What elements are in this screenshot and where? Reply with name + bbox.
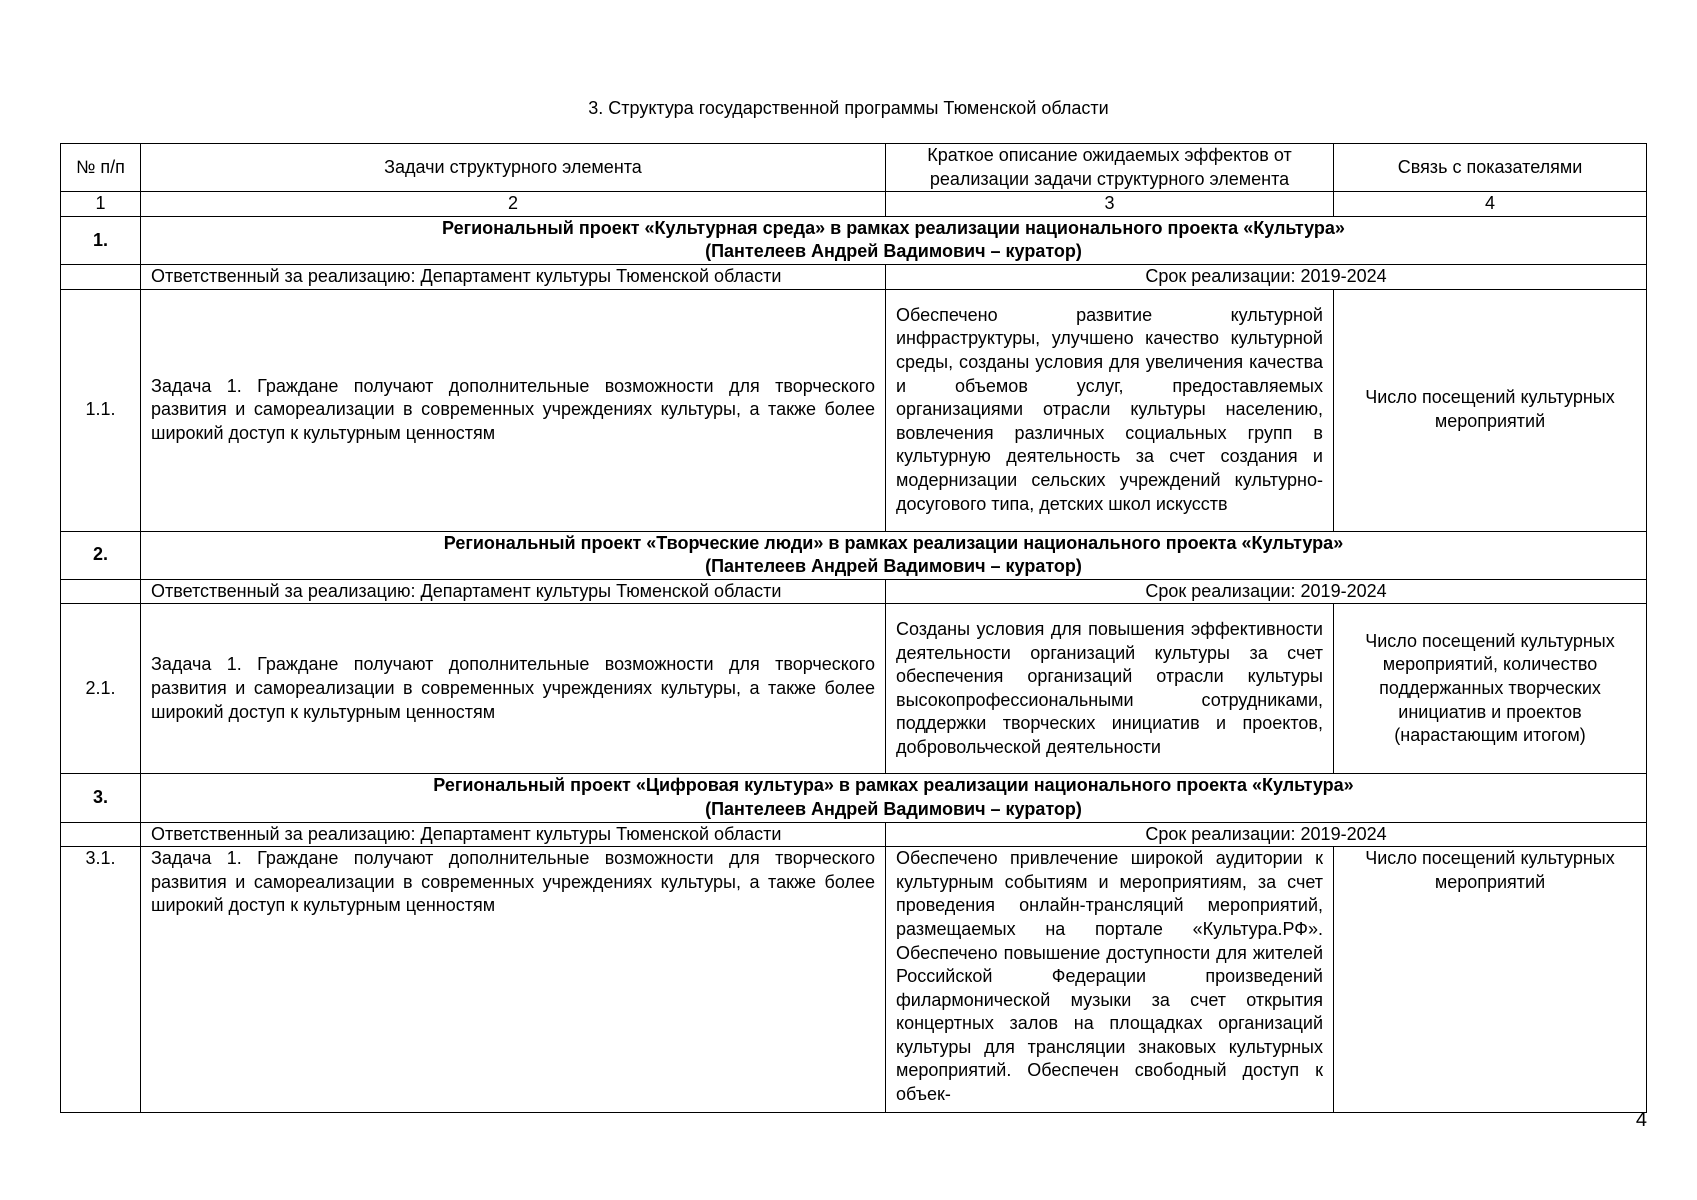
section-number: 3. [61, 774, 141, 822]
table-header-row [61, 144, 1647, 192]
section-title-line: Региональный проект «Культурная среда» в рамках реализации национального проекта «Культура» [442, 217, 1345, 238]
column-number: 2 [141, 192, 886, 217]
section-title [141, 216, 1647, 264]
task-number: 3.1. [61, 847, 141, 1113]
responsible-row [61, 264, 1647, 289]
indicators-text: Число посещений культурных мероприятий, количество поддержанных творческих инициатив и проектов (нарастающим итогом) [1334, 604, 1647, 774]
responsible-text: Ответственный за реализацию: Департамент культуры Тюменской области [141, 579, 886, 604]
section-curator-line: (Пантелеев Андрей Вадимович – куратор) [705, 241, 1082, 262]
effect-text: Обеспечено привлечение широкой аудитории к культурным событиям и мероприятиям, за счет проведения онлайн-трансляций мероприятий, размещаемых на портале «Культура.РФ». Обеспечено повышение доступности для жителей Российской Федерации произведений филармонической музыки за счет открытия концертных залов на площадках организаций культуры для трансляции знаковых культурных мероприятий. Обеспечен свободный доступ к объек- [886, 847, 1334, 1113]
header-tasks: Задачи структурного элемента [141, 144, 886, 192]
task-number: 2.1. [61, 604, 141, 774]
section-title-line: Региональный проект «Цифровая культура» в рамках реализации национального проекта «Культура» [433, 775, 1354, 796]
section-title-row [61, 774, 1647, 822]
section-title [141, 774, 1647, 822]
column-number: 4 [1334, 192, 1647, 217]
responsible-text: Ответственный за реализацию: Департамент культуры Тюменской области [141, 264, 886, 289]
section-number: 1. [61, 216, 141, 264]
indicators-text: Число посещений культурных мероприятий [1334, 847, 1647, 1113]
task-text: Задача 1. Граждане получают дополнительные возможности для творческого развития и самореализации в современных учреждениях культуры, а также более широкий доступ к культурным ценностям [141, 289, 886, 531]
period-text: Срок реализации: 2019-2024 [886, 579, 1647, 604]
period-text: Срок реализации: 2019-2024 [886, 822, 1647, 847]
effect-text: Созданы условия для повышения эффективности деятельности организаций культуры за счет обеспечения организаций отрасли культуры высокопрофессиональными сотрудниками, поддержки творческих инициатив и проектов, добровольческой деятельности [886, 604, 1334, 774]
section-title-row [61, 531, 1647, 579]
section-curator-line: (Пантелеев Андрей Вадимович – куратор) [705, 798, 1082, 819]
task-number: 1.1. [61, 289, 141, 531]
page-title: 3. Структура государственной программы Тюменской области [588, 98, 1109, 118]
program-structure-table [60, 143, 1647, 1113]
section-title-row [61, 216, 1647, 264]
task-row [61, 289, 1647, 531]
task-row [61, 604, 1647, 774]
task-text: Задача 1. Граждане получают дополнительные возможности для творческого развития и самореализации в современных учреждениях культуры, а также более широкий доступ к культурным ценностям [141, 847, 886, 1113]
responsible-row [61, 822, 1647, 847]
responsible-row [61, 579, 1647, 604]
responsible-text: Ответственный за реализацию: Департамент культуры Тюменской области [141, 822, 886, 847]
header-number: № п/п [61, 144, 141, 192]
period-text: Срок реализации: 2019-2024 [886, 264, 1647, 289]
column-number: 3 [886, 192, 1334, 217]
section-title [141, 531, 1647, 579]
column-number: 1 [61, 192, 141, 217]
indicators-text: Число посещений культурных мероприятий [1334, 289, 1647, 531]
section-number: 2. [61, 531, 141, 579]
column-number-row [61, 192, 1647, 217]
effect-text: Обеспечено развитие культурной инфраструктуры, улучшено качество культурной среды, созданы условия для увеличения качества и объемов услуг, предоставляемых организациями отрасли культуры населению, вовлечения различных социальных групп в культурную деятельность за счет создания и модернизации сельских учреждений культурно-досугового типа, детских школ искусств [886, 289, 1334, 531]
header-effects: Краткое описание ожидаемых эффектов от реализации задачи структурного элемента [886, 144, 1334, 192]
header-indicators: Связь с показателями [1334, 144, 1647, 192]
section-curator-line: (Пантелеев Андрей Вадимович – куратор) [705, 556, 1082, 577]
task-text: Задача 1. Граждане получают дополнительные возможности для творческого развития и самореализации в современных учреждениях культуры, а также более широкий доступ к культурным ценностям [141, 604, 886, 774]
section-title-line: Региональный проект «Творческие люди» в рамках реализации национального проекта «Культура» [443, 532, 1344, 553]
page-number: 4 [1635, 1109, 1647, 1131]
task-row [61, 847, 1647, 1113]
